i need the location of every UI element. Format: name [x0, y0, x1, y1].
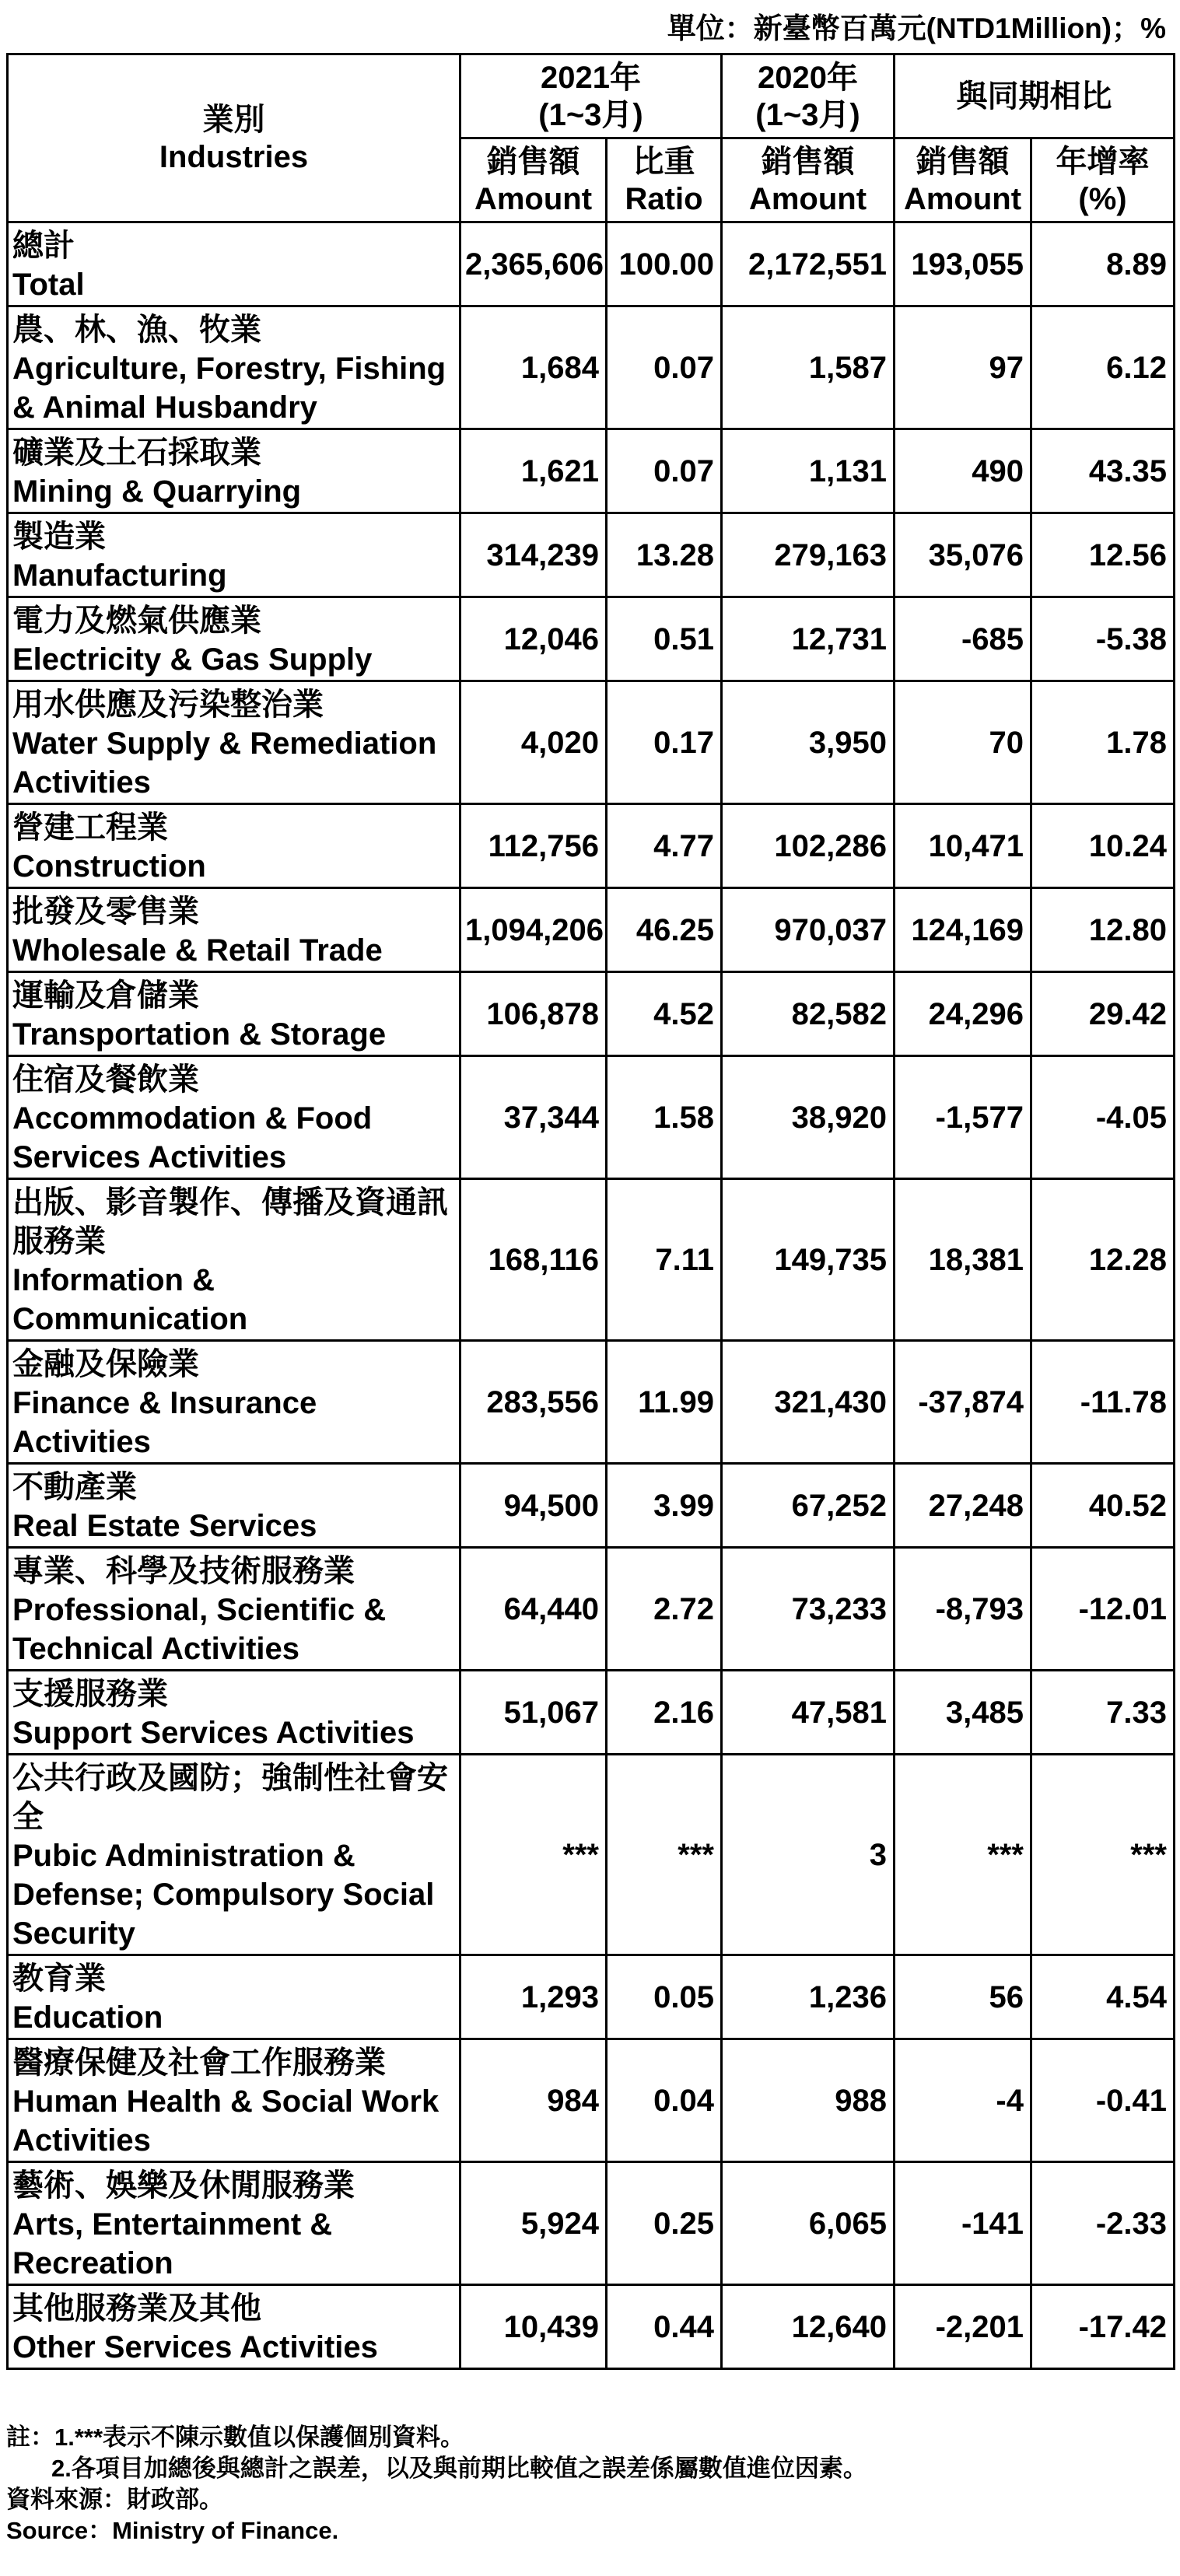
header-2020: 2020年 (1~3月) — [722, 54, 895, 138]
industry-name-cell — [8, 804, 460, 888]
table-row — [8, 681, 1175, 804]
amount-diff-cell: 490 — [895, 429, 1031, 513]
amount-diff-cell: 27,248 — [895, 1464, 1031, 1548]
amount-2020-cell: 82,582 — [722, 972, 895, 1056]
industry-name-zh: 用水供應及污染整治業 — [12, 688, 324, 722]
industry-name-zh: 醫療保健及社會工作服務業 — [12, 2046, 386, 2080]
amount-2021-cell: 168,116 — [460, 1179, 607, 1341]
amount-2020-cell: 321,430 — [722, 1341, 895, 1464]
industry-name-en: Transportation & Storage — [12, 1017, 387, 1052]
header-ratio — [607, 138, 722, 222]
ratio-cell: 11.99 — [607, 1341, 722, 1464]
industry-name-zh: 專業、科學及技術服務業 — [12, 1554, 355, 1588]
industry-name-zh: 總計 — [12, 229, 75, 263]
industry-name-zh: 製造業 — [12, 520, 106, 554]
growth-rate-cell: -11.78 — [1031, 1341, 1175, 1464]
amount-2021-cell: 1,684 — [460, 306, 607, 429]
industry-name-cell — [8, 1464, 460, 1548]
growth-rate-cell: 12.80 — [1031, 888, 1175, 972]
header-amount-diff — [895, 138, 1031, 222]
table-row — [8, 1955, 1175, 2039]
table-row — [8, 888, 1175, 972]
ratio-cell: 7.11 — [607, 1179, 722, 1341]
amount-2020-cell: 3,950 — [722, 681, 895, 804]
sales-table — [6, 53, 1175, 2370]
ratio-cell: 0.04 — [607, 2039, 722, 2162]
amount-2021-cell: 1,621 — [460, 429, 607, 513]
ratio-cell: 0.44 — [607, 2285, 722, 2369]
growth-rate-cell: -4.05 — [1031, 1056, 1175, 1179]
industry-name-cell — [8, 972, 460, 1056]
table-row — [8, 1464, 1175, 1548]
amount-diff-cell: 24,296 — [895, 972, 1031, 1056]
source-en: Source：Ministry of Finance. — [6, 2517, 339, 2544]
header-amount-2021 — [460, 138, 607, 222]
amount-2020-cell: 73,233 — [722, 1548, 895, 1671]
amount-2020-cell: 47,581 — [722, 1671, 895, 1755]
industry-name-en: Other Services Activities — [12, 2330, 378, 2364]
amount-2020-cell: 1,587 — [722, 306, 895, 429]
industry-name-zh: 出版、影音製作、傳播及資通訊服務業 — [12, 1185, 448, 1258]
note-2: 2.各項目加總後與總計之誤差，以及與前期比較值之誤差係屬數值進位因素。 — [51, 2455, 867, 2482]
header-amount-en: Amount — [903, 181, 1022, 216]
header-amount-en: Amount — [748, 181, 867, 216]
amount-diff-cell: 97 — [895, 306, 1031, 429]
amount-2021-cell: 106,878 — [460, 972, 607, 1056]
header-amount-zh: 銷售額 — [761, 144, 855, 179]
growth-rate-cell: -0.41 — [1031, 2039, 1175, 2162]
industry-name-zh: 營建工程業 — [12, 810, 168, 845]
amount-diff-cell: 124,169 — [895, 888, 1031, 972]
header-industry-zh: 業別 — [202, 102, 265, 137]
industry-name-en: Agriculture, Forestry, Fishing & Animal Husbandry — [12, 352, 446, 425]
amount-2020-cell: 149,735 — [722, 1179, 895, 1341]
table-row — [8, 1548, 1175, 1671]
header-ratio-zh: 比重 — [632, 144, 695, 179]
industry-name-zh: 運輸及倉儲業 — [12, 978, 199, 1013]
growth-rate-cell: 8.89 — [1031, 222, 1175, 306]
industry-name-en: Construction — [12, 849, 206, 884]
industry-name-zh: 農、林、漁、牧業 — [12, 313, 261, 347]
table-row — [8, 1755, 1175, 1955]
ratio-cell: 3.99 — [607, 1464, 722, 1548]
growth-rate-cell: 40.52 — [1031, 1464, 1175, 1548]
amount-diff-cell: *** — [895, 1755, 1031, 1955]
ratio-cell: 4.77 — [607, 804, 722, 888]
amount-2021-cell: *** — [460, 1755, 607, 1955]
growth-rate-cell: -5.38 — [1031, 597, 1175, 681]
ratio-cell: 0.17 — [607, 681, 722, 804]
amount-diff-cell: -8,793 — [895, 1548, 1031, 1671]
table-row — [8, 1056, 1175, 1179]
growth-rate-cell: 12.28 — [1031, 1179, 1175, 1341]
industry-name-zh: 批發及零售業 — [12, 894, 199, 929]
amount-diff-cell: -2,201 — [895, 2285, 1031, 2369]
header-growth-en: (%) — [1078, 181, 1127, 216]
table-row — [8, 513, 1175, 597]
table-row — [8, 804, 1175, 888]
ratio-cell: 13.28 — [607, 513, 722, 597]
growth-rate-cell: 1.78 — [1031, 681, 1175, 804]
amount-2021-cell: 984 — [460, 2039, 607, 2162]
table-row — [8, 222, 1175, 306]
header-industries — [8, 54, 460, 222]
amount-2020-cell: 12,731 — [722, 597, 895, 681]
header-growth — [1031, 138, 1175, 222]
amount-diff-cell: -685 — [895, 597, 1031, 681]
amount-diff-cell: 35,076 — [895, 513, 1031, 597]
amount-2021-cell: 1,094,206 — [460, 888, 607, 972]
amount-diff-cell: -37,874 — [895, 1341, 1031, 1464]
industry-name-en: Total — [12, 268, 85, 302]
industry-name-cell — [8, 1671, 460, 1755]
industry-name-cell — [8, 1955, 460, 2039]
industry-name-cell — [8, 1056, 460, 1179]
industry-name-zh: 其他服務業及其他 — [12, 2291, 261, 2326]
ratio-cell: *** — [607, 1755, 722, 1955]
amount-2020-cell: 38,920 — [722, 1056, 895, 1179]
industry-name-cell — [8, 1341, 460, 1464]
industry-name-en: Pubic Administration & Defense; Compulsory Social Security — [12, 1839, 435, 1951]
growth-rate-cell: -12.01 — [1031, 1548, 1175, 1671]
ratio-cell: 0.07 — [607, 306, 722, 429]
industry-name-cell — [8, 1755, 460, 1955]
industry-name-en: Education — [12, 2000, 163, 2035]
industry-name-en: Professional, Scientific & Technical Activities — [12, 1593, 387, 1666]
amount-diff-cell: -141 — [895, 2162, 1031, 2285]
industry-name-en: Real Estate Services — [12, 1509, 317, 1543]
table-row — [8, 2039, 1175, 2162]
table-row — [8, 1671, 1175, 1755]
amount-2020-cell: 67,252 — [722, 1464, 895, 1548]
industry-name-zh: 電力及燃氣供應業 — [12, 604, 261, 638]
industry-name-cell — [8, 2285, 460, 2369]
amount-2021-cell: 12,046 — [460, 597, 607, 681]
industry-name-zh: 支援服務業 — [12, 1677, 168, 1711]
industry-name-en: Accommodation & Food Services Activities — [12, 1101, 373, 1174]
ratio-cell: 1.58 — [607, 1056, 722, 1179]
industry-name-cell — [8, 306, 460, 429]
table-row — [8, 306, 1175, 429]
amount-diff-cell: 193,055 — [895, 222, 1031, 306]
amount-2021-cell: 37,344 — [460, 1056, 607, 1179]
ratio-cell: 46.25 — [607, 888, 722, 972]
ratio-cell: 2.72 — [607, 1548, 722, 1671]
industry-name-en: Information & Communication — [12, 1263, 248, 1336]
amount-diff-cell: 18,381 — [895, 1179, 1031, 1341]
growth-rate-cell: 4.54 — [1031, 1955, 1175, 2039]
note-1: 註：1.***表示不陳示數值以保護個別資料。 — [6, 2424, 465, 2451]
ratio-cell: 0.51 — [607, 597, 722, 681]
industry-name-cell — [8, 2162, 460, 2285]
amount-2020-cell: 1,131 — [722, 429, 895, 513]
industry-name-en: Support Services Activities — [12, 1716, 415, 1750]
industry-name-cell — [8, 513, 460, 597]
amount-2021-cell: 94,500 — [460, 1464, 607, 1548]
growth-rate-cell: 12.56 — [1031, 513, 1175, 597]
table-row — [8, 1179, 1175, 1341]
amount-2021-cell: 51,067 — [460, 1671, 607, 1755]
growth-rate-cell: 10.24 — [1031, 804, 1175, 888]
amount-2021-cell: 283,556 — [460, 1341, 607, 1464]
amount-2020-cell: 970,037 — [722, 888, 895, 972]
industry-name-en: Water Supply & Remediation Activities — [12, 726, 437, 800]
growth-rate-cell: -2.33 — [1031, 2162, 1175, 2285]
amount-2020-cell: 102,286 — [722, 804, 895, 888]
table-row — [8, 597, 1175, 681]
industry-name-cell — [8, 1179, 460, 1341]
header-amount-zh: 銷售額 — [486, 144, 580, 179]
sales-table-container — [6, 53, 1175, 2370]
header-amount-en: Amount — [474, 181, 593, 216]
footnotes — [6, 2422, 867, 2546]
header-industry-en: Industries — [159, 139, 309, 174]
amount-2020-cell: 6,065 — [722, 2162, 895, 2285]
industry-name-en: Mining & Quarrying — [12, 474, 302, 509]
ratio-cell: 0.05 — [607, 1955, 722, 2039]
amount-2020-cell: 279,163 — [722, 513, 895, 597]
industry-name-en: Human Health & Social Work Activities — [12, 2084, 439, 2158]
header-ratio-en: Ratio — [625, 181, 703, 216]
amount-2020-cell: 3 — [722, 1755, 895, 1955]
industry-name-cell — [8, 888, 460, 972]
amount-2021-cell: 5,924 — [460, 2162, 607, 2285]
industry-name-zh: 教育業 — [12, 1962, 106, 1996]
industry-name-cell — [8, 2039, 460, 2162]
amount-2021-cell: 112,756 — [460, 804, 607, 888]
header-growth-zh: 年增率 — [1056, 144, 1150, 179]
amount-diff-cell: -4 — [895, 2039, 1031, 2162]
industry-name-zh: 藝術、娛樂及休閒服務業 — [12, 2168, 355, 2203]
header-amount-2020 — [722, 138, 895, 222]
industry-name-cell — [8, 681, 460, 804]
unit-label: 單位：新臺幣百萬元(NTD1Million)；% — [667, 12, 1166, 44]
table-body — [8, 222, 1175, 2369]
source-zh: 資料來源：財政部。 — [6, 2486, 223, 2513]
table-row — [8, 1341, 1175, 1464]
amount-diff-cell: 56 — [895, 1955, 1031, 2039]
amount-2021-cell: 314,239 — [460, 513, 607, 597]
ratio-cell: 4.52 — [607, 972, 722, 1056]
industry-name-cell — [8, 597, 460, 681]
industry-name-zh: 住宿及餐飲業 — [12, 1062, 199, 1097]
growth-rate-cell: -17.42 — [1031, 2285, 1175, 2369]
growth-rate-cell: *** — [1031, 1755, 1175, 1955]
ratio-cell: 0.25 — [607, 2162, 722, 2285]
industry-name-en: Manufacturing — [12, 558, 227, 593]
amount-2021-cell: 4,020 — [460, 681, 607, 804]
table-row — [8, 429, 1175, 513]
table-row — [8, 2162, 1175, 2285]
table-row — [8, 972, 1175, 1056]
industry-name-zh: 礦業及土石採取業 — [12, 436, 261, 470]
industry-name-zh: 公共行政及國防；強制性社會安全 — [12, 1761, 448, 1834]
ratio-cell: 0.07 — [607, 429, 722, 513]
industry-name-zh: 金融及保險業 — [12, 1347, 199, 1381]
amount-2020-cell: 2,172,551 — [722, 222, 895, 306]
header-amount-zh: 銷售額 — [916, 144, 1010, 179]
growth-rate-cell: 7.33 — [1031, 1671, 1175, 1755]
amount-diff-cell: 10,471 — [895, 804, 1031, 888]
ratio-cell: 100.00 — [607, 222, 722, 306]
growth-rate-cell: 43.35 — [1031, 429, 1175, 513]
amount-diff-cell: 3,485 — [895, 1671, 1031, 1755]
amount-2021-cell: 1,293 — [460, 1955, 607, 2039]
amount-2020-cell: 1,236 — [722, 1955, 895, 2039]
industry-name-cell — [8, 1548, 460, 1671]
header-2021: 2021年 (1~3月) — [460, 54, 722, 138]
amount-2021-cell: 64,440 — [460, 1548, 607, 1671]
amount-diff-cell: 70 — [895, 681, 1031, 804]
amount-2020-cell: 12,640 — [722, 2285, 895, 2369]
industry-name-en: Arts, Entertainment & Recreation — [12, 2207, 333, 2280]
table-row — [8, 2285, 1175, 2369]
amount-2020-cell: 988 — [722, 2039, 895, 2162]
amount-2021-cell: 2,365,606 — [460, 222, 607, 306]
header-compare: 與同期相比 — [895, 54, 1175, 138]
industry-name-en: Wholesale & Retail Trade — [12, 933, 383, 968]
growth-rate-cell: 29.42 — [1031, 972, 1175, 1056]
ratio-cell: 2.16 — [607, 1671, 722, 1755]
industry-name-en: Electricity & Gas Supply — [12, 642, 373, 677]
industry-name-en: Finance & Insurance Activities — [12, 1386, 317, 1459]
industry-name-cell — [8, 222, 460, 306]
growth-rate-cell: 6.12 — [1031, 306, 1175, 429]
industry-name-cell — [8, 429, 460, 513]
amount-2021-cell: 10,439 — [460, 2285, 607, 2369]
industry-name-zh: 不動產業 — [12, 1470, 137, 1504]
amount-diff-cell: -1,577 — [895, 1056, 1031, 1179]
